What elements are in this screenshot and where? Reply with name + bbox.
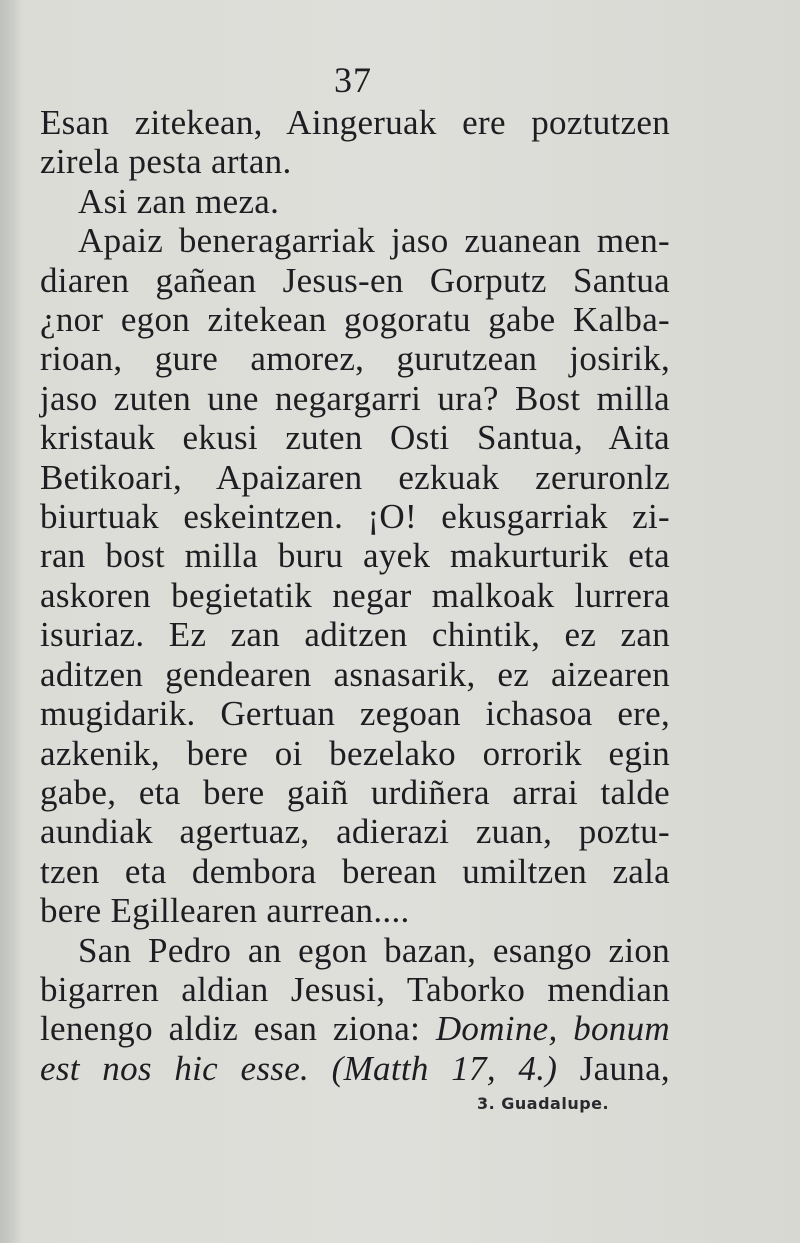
text-line: askoren begietatik negar malkoak lurrera — [40, 575, 670, 615]
text-line: San Pedro an egon bazan, esango zion — [78, 930, 670, 970]
text-line: rioan, gure amorez, gurutzean josirik, — [40, 339, 670, 379]
latin-quote: est nos hic esse. (Matth 17, 4.) — [40, 1048, 558, 1088]
text-line: zirela pesta artan. — [40, 142, 292, 182]
text-line: ran bost milla buru ayek makurturik eta — [40, 536, 670, 576]
text-line: biurtuak eskeintzen. ¡O! ekusgarriak zi- — [40, 497, 670, 537]
latin-phrase: Domine, bonum — [435, 1009, 670, 1049]
text-line: gabe, eta bere gaiñ urdiñera arrai talde — [40, 772, 670, 812]
signature-mark: 3. Guadalupe. — [477, 1094, 610, 1113]
text-line: aundiak agertuaz, adierazi zuan, poztu- — [40, 812, 670, 852]
text-line: ¿nor egon zitekean gogoratu gabe Kalba- — [40, 300, 670, 340]
text-line: isuriaz. Ez zan aditzen chintik, ez zan — [40, 615, 670, 655]
text-line: azkenik, bere oi bezelako orrorik egin — [40, 733, 670, 773]
body-text — [40, 103, 670, 1088]
text-line — [40, 1009, 670, 1048]
text-line: Asi zan meza. — [78, 181, 280, 221]
text-line: Betikoari, Apaizaren ezkuak zeruronlz — [40, 457, 670, 497]
text-line-end: Jauna, — [579, 1048, 670, 1088]
text-line-start: lenengo aldiz esan ziona: — [40, 1009, 421, 1049]
text-line: aditzen gendearen asnasarik, ez aizearen — [40, 654, 670, 694]
text-line: tzen eta dembora berean umiltzen zala — [40, 851, 670, 891]
text-line: Apaiz beneragarriak jaso zuanean men- — [78, 221, 670, 261]
text-line — [40, 1049, 670, 1088]
text-line: bigarren aldian Jesusi, Taborko mendian — [40, 969, 670, 1009]
text-line: Esan zitekean, Aingeruak ere poztutzen — [40, 103, 670, 142]
page-number: 37 — [334, 60, 372, 100]
text-line: diaren gañean Jesus-en Gorputz Santua — [40, 260, 670, 300]
text-line: bere Egillearen aurrean.... — [40, 891, 410, 931]
text-line: mugidarik. Gertuan zegoan ichasoa ere, — [40, 694, 670, 734]
text-line: kristauk ekusi zuten Osti Santua, Aita — [40, 418, 670, 458]
text-line: jaso zuten une negargarri ura? Bost milla — [40, 378, 670, 418]
